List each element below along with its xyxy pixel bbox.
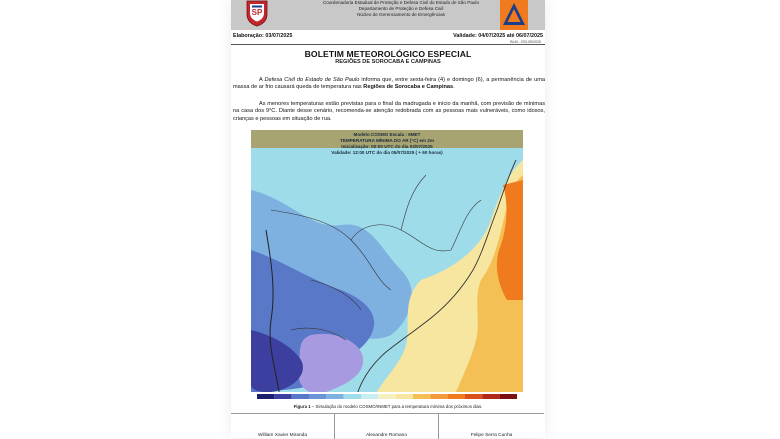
p1-text-a: A xyxy=(259,77,265,83)
p1-text-b: informa que, entre sexta-feira (4) e domingo (6), a permanência de uma massa de ar frio causará queda de temperatura nas xyxy=(233,77,545,91)
colorbar-segment xyxy=(500,394,517,399)
header-line-1: Coordenadoria Estadual de Proteção e Defesa Civil do Estado de São Paulo xyxy=(322,0,480,5)
bulletin-code: BLM - 033-05/2025 xyxy=(510,40,541,44)
state-crest-icon xyxy=(245,0,269,27)
paragraph-2: As menores temperaturas estão previstas para o final da madrugada e início da manhã, com previsão de mínimas na casa dos 9°C. Diante desse cenário, recomenda-se atenção redobrada com as pessoas mais vulneráveis, como idosos, crianças e pessoas em situação de rua. xyxy=(233,101,545,122)
p1-text-c: . xyxy=(453,84,455,91)
meta-row xyxy=(231,33,545,41)
p1-agency: Defesa Civil do Estado de São Paulo xyxy=(264,77,360,83)
colorbar-segment xyxy=(448,394,465,399)
divider xyxy=(231,44,545,45)
colorbar-segment xyxy=(326,394,343,399)
paragraph-1 xyxy=(233,77,545,92)
header-institution-text xyxy=(311,0,491,18)
map-init-label: Inicialização: 00:00 UTC do dia 03/07/2025 xyxy=(341,144,433,149)
colorbar-segment xyxy=(309,394,326,399)
signature-box-3 xyxy=(439,413,544,439)
bulletin-subtitle: REGIÕES DE SOROCABA E CAMPINAS xyxy=(335,59,441,65)
colorbar-segment xyxy=(292,394,309,399)
temperature-colorbar xyxy=(257,394,517,399)
colorbar-segment xyxy=(482,394,499,399)
caption-text: – Simulação do modelo COSMO/INMET para a temperatura mínima dos próximos dias. xyxy=(310,404,483,409)
validity-date: Validade: 04/07/2025 até 06/07/2025 xyxy=(453,33,543,39)
colorbar-segment xyxy=(361,394,378,399)
svg-text:SP: SP xyxy=(251,8,263,17)
map-valid-label: Validade: 12:00 UTC do dia 05/07/2025 ( + 60 horas) xyxy=(331,150,443,155)
signature-name-1: William Xavier Miranda xyxy=(257,433,308,438)
colorbar-segment xyxy=(465,394,482,399)
map-variable-label: TEMPERATURA MÍNIMA DO AR (°C) em 2m xyxy=(340,138,434,143)
bulletin-title: BOLETIM METEOROLÓGICO ESPECIAL xyxy=(304,49,472,59)
colorbar-segment xyxy=(274,394,291,399)
elaboration-date: Elaboração: 03/07/2025 xyxy=(233,33,293,39)
figure-caption xyxy=(231,404,545,409)
header-line-2: Departamento de Proteção e Defesa Civil xyxy=(358,6,444,11)
colorbar-segment xyxy=(396,394,413,399)
header-band xyxy=(231,0,545,30)
colorbar-segment xyxy=(430,394,447,399)
temperature-map-graphic xyxy=(251,130,523,403)
colorbar-segment xyxy=(257,394,274,399)
p1-regions: Regiões de Sorocaba e Campinas xyxy=(363,84,454,91)
signature-box-1 xyxy=(231,413,335,439)
colorbar-segment xyxy=(413,394,430,399)
signature-name-2: Alexandre Romano xyxy=(365,433,408,438)
temperature-map xyxy=(251,130,523,403)
bulletin-page xyxy=(231,0,545,438)
signature-name-3: Felipe Serra Cunha xyxy=(470,433,513,438)
header-line-3: Núcleo de Gerenciamento de Emergências xyxy=(357,12,445,17)
caption-label: Figura 1 xyxy=(293,404,311,409)
signature-box-2 xyxy=(335,413,439,439)
colorbar-segment xyxy=(344,394,361,399)
colorbar-segment xyxy=(378,394,395,399)
defesa-civil-logo-icon xyxy=(500,0,528,30)
map-model-label: Modelo COSMO Escala : 9MET xyxy=(353,132,421,137)
